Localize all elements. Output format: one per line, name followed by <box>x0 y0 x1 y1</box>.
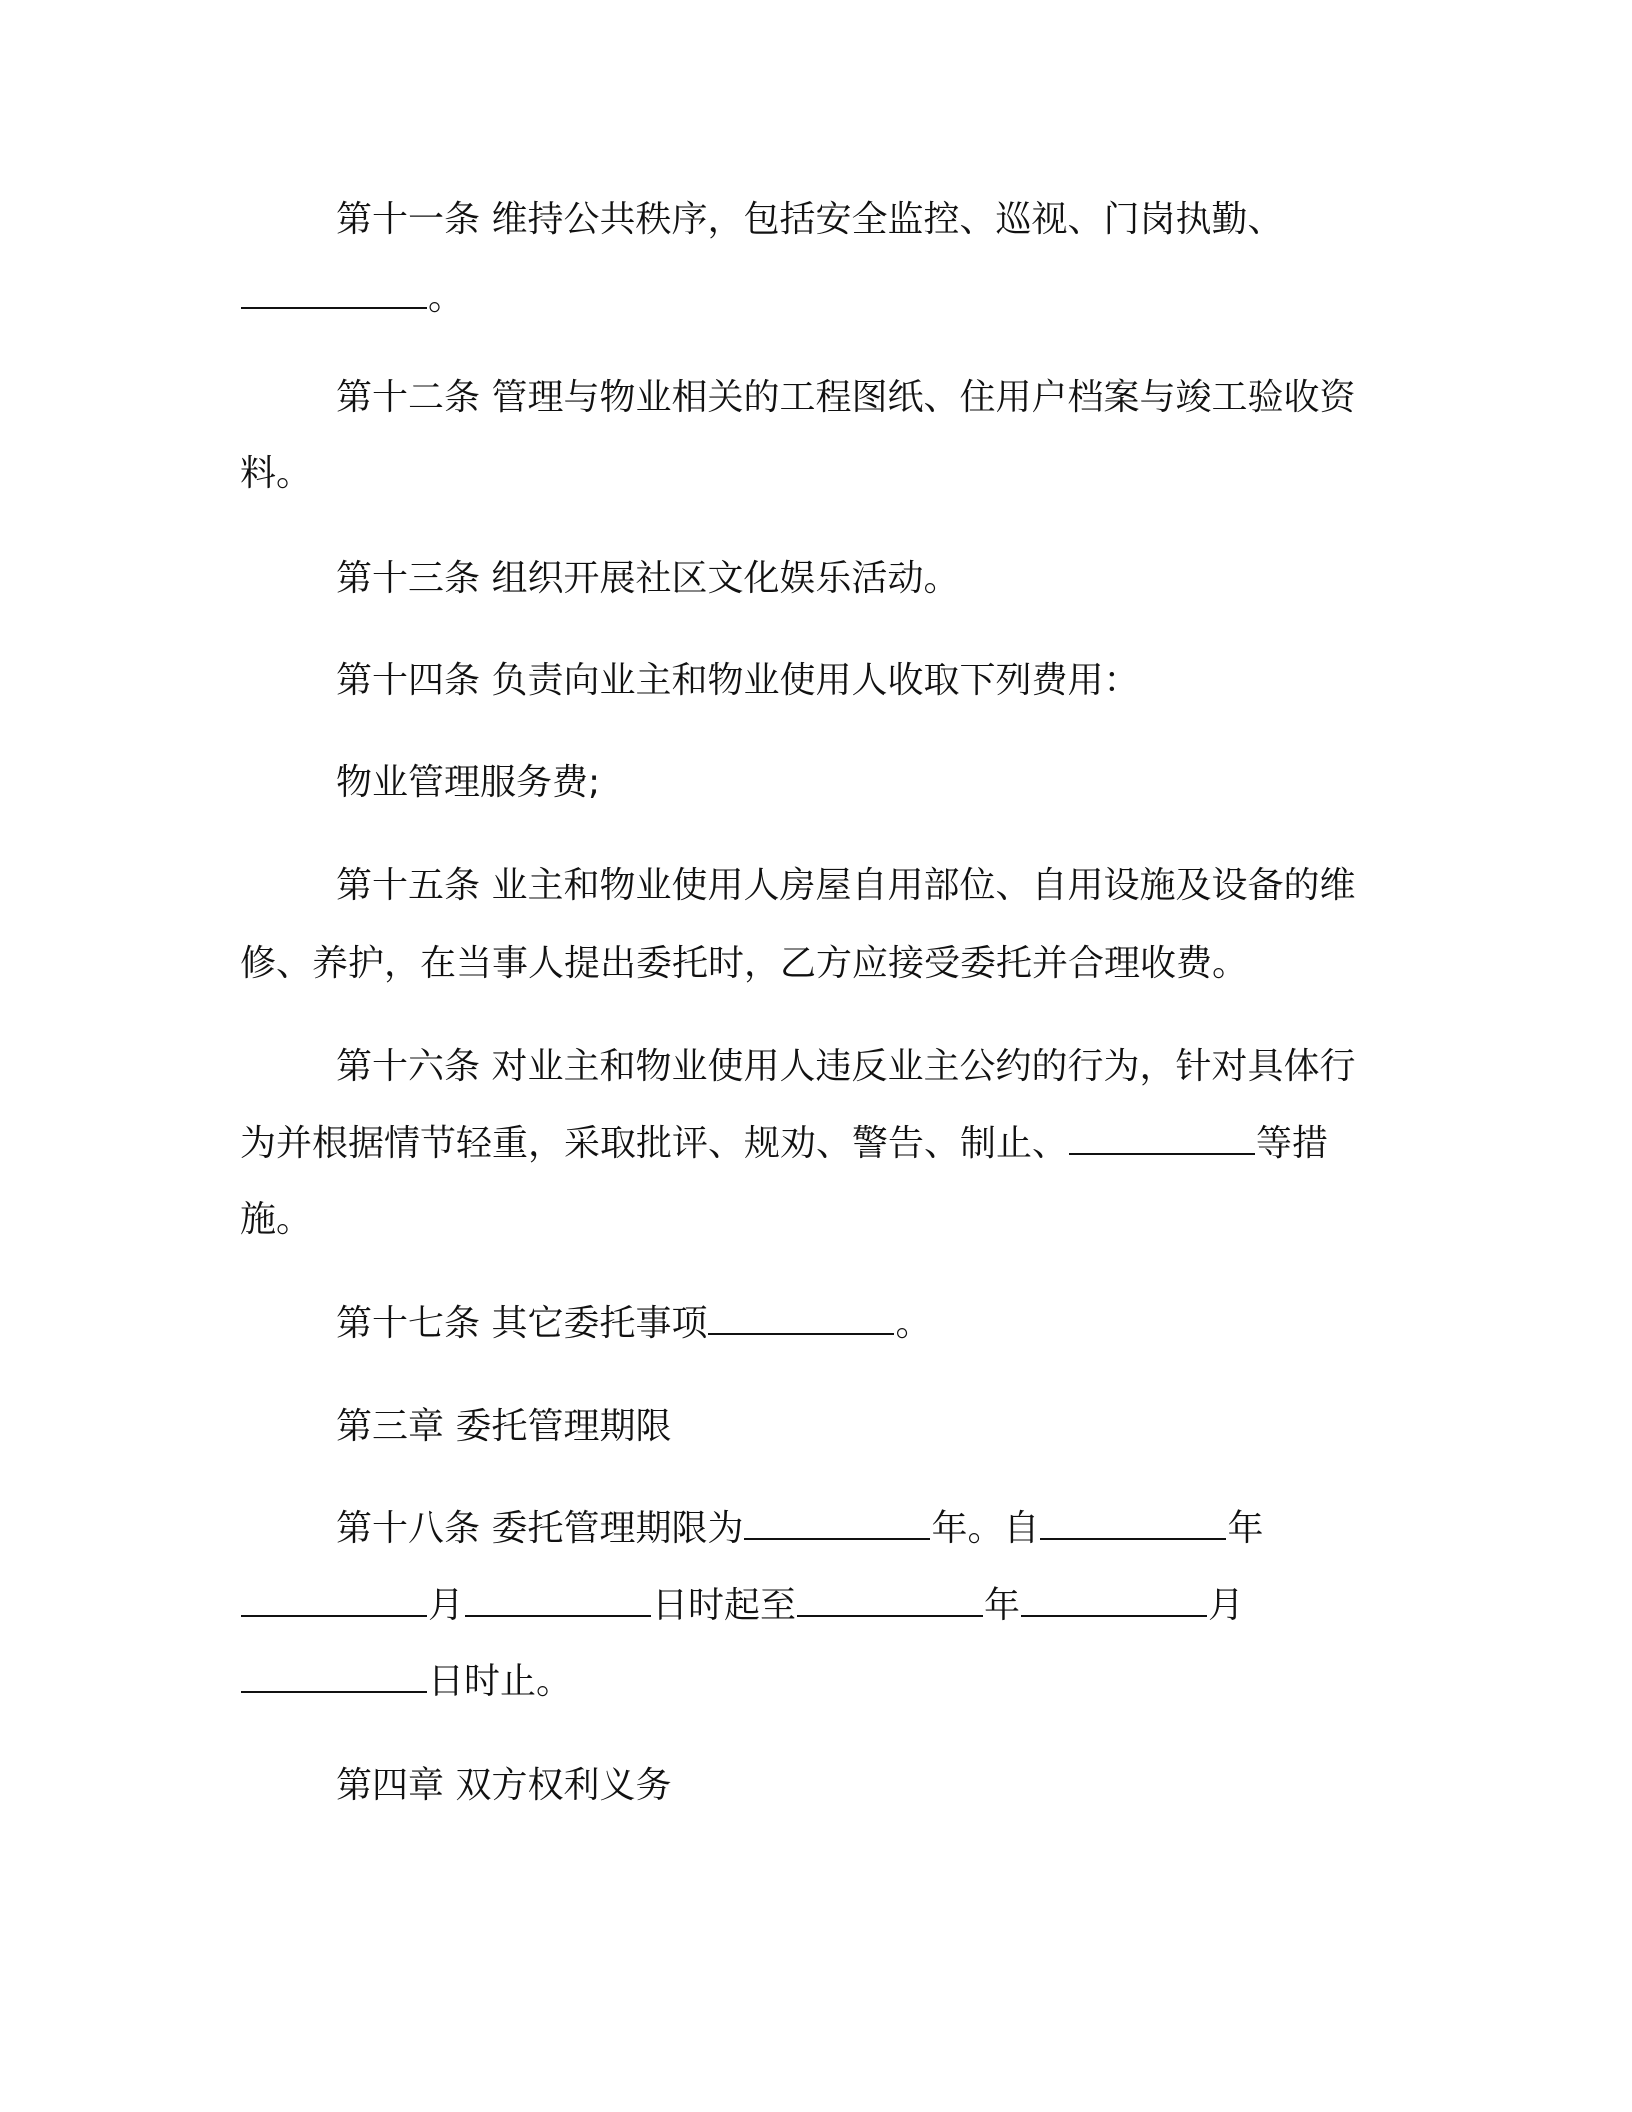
article-15-text: 第十五条 业主和物业使用人房屋自用部位、自用设施及设备的维 <box>336 865 1356 906</box>
chapter-3-heading <box>336 1403 1476 1451</box>
article-16-line-2 <box>240 1120 1380 1168</box>
chapter-3-text: 第三章 委托管理期限 <box>336 1406 672 1447</box>
fill-blank <box>1040 1508 1226 1540</box>
article-15-end: 修、养护，在当事人提出委托时，乙方应接受委托并合理收费。 <box>240 943 1249 984</box>
article-18-year-to: 年 <box>984 1585 1021 1626</box>
article-16-line-3 <box>240 1196 1380 1244</box>
article-16-mid: 为并根据情节轻重，采取批评、规劝、警告、制止、 <box>240 1123 1069 1164</box>
article-18-line-3 <box>240 1658 1380 1706</box>
article-18-month-to: 月 <box>1208 1585 1245 1626</box>
article-15-line-2 <box>240 940 1380 988</box>
fill-blank <box>465 1585 651 1617</box>
article-11-end: 。 <box>428 277 465 318</box>
article-18-month: 月 <box>428 1585 465 1626</box>
article-14-line <box>336 657 1476 705</box>
article-18-day-start: 日时起至 <box>652 1585 797 1626</box>
fill-blank <box>241 1661 427 1693</box>
article-17-line <box>336 1300 1476 1348</box>
article-18-line-2 <box>240 1582 1380 1630</box>
fill-blank <box>241 277 427 309</box>
article-17-end: 。 <box>895 1303 932 1344</box>
article-18-line-1 <box>336 1505 1476 1553</box>
article-13-line <box>336 555 1476 603</box>
chapter-4-heading <box>336 1762 1476 1810</box>
article-16-line-1 <box>336 1043 1476 1091</box>
article-13-text: 第十三条 组织开展社区文化娱乐活动。 <box>336 558 960 599</box>
article-12-line-2 <box>240 450 1380 498</box>
chapter-4-text: 第四章 双方权利义务 <box>336 1765 672 1806</box>
article-11-line-1 <box>336 196 1476 244</box>
article-18-text: 第十八条 委托管理期限为 <box>336 1508 744 1549</box>
fill-blank <box>744 1508 930 1540</box>
fill-blank <box>241 1585 427 1617</box>
article-16-text: 第十六条 对业主和物业使用人违反业主公约的行为，针对具体行 <box>336 1046 1356 1087</box>
article-18-year-from: 年。自 <box>931 1508 1040 1549</box>
article-12-text: 第十二条 管理与物业相关的工程图纸、住用户档案与竣工验收资 <box>336 377 1356 418</box>
article-14-text: 第十四条 负责向业主和物业使用人收取下列费用： <box>336 660 1140 701</box>
article-18-end: 日时止。 <box>428 1661 573 1702</box>
article-11-line-2 <box>240 274 1380 322</box>
article-15-line-1 <box>336 862 1476 910</box>
article-12-end: 料。 <box>240 453 313 494</box>
article-11-text: 第十一条 维持公共秩序，包括安全监控、巡视、门岗执勤、 <box>336 199 1284 240</box>
article-12-line-1 <box>336 374 1476 422</box>
article-17-text: 第十七条 其它委托事项 <box>336 1303 708 1344</box>
fill-blank <box>1021 1585 1207 1617</box>
fill-blank <box>708 1303 894 1335</box>
fee-item-text: 物业管理服务费; <box>336 762 601 803</box>
fee-item-line <box>336 759 1476 807</box>
article-18-year: 年 <box>1227 1508 1264 1549</box>
article-16-end: 施。 <box>240 1199 313 1240</box>
article-16-tail: 等措 <box>1256 1123 1329 1164</box>
fill-blank <box>1069 1123 1255 1155</box>
fill-blank <box>797 1585 983 1617</box>
